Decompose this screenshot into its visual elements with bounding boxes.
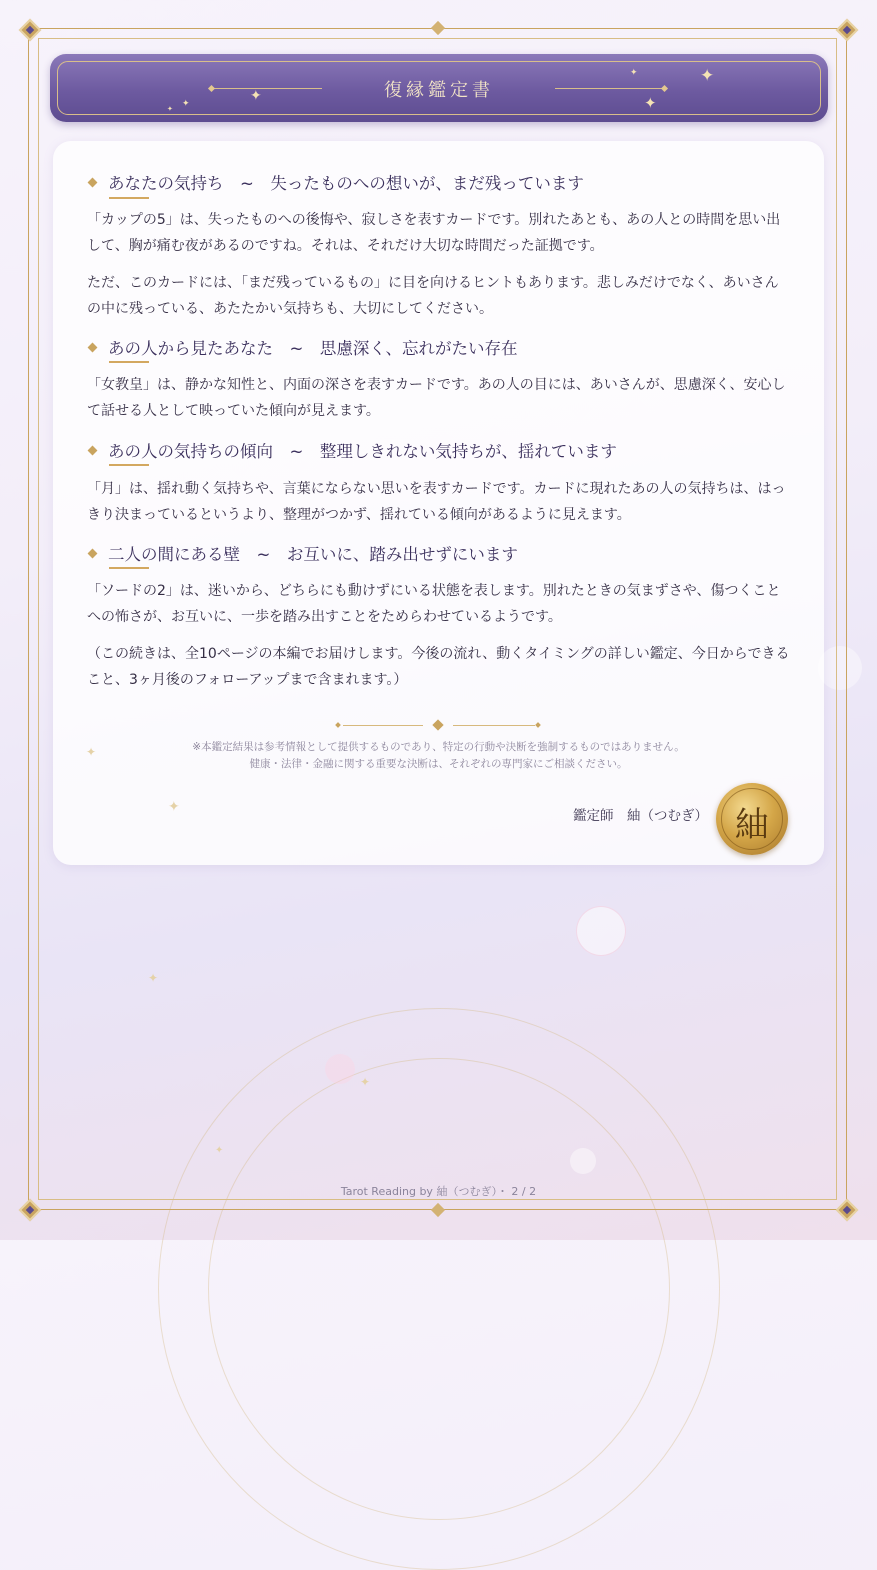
title-banner bbox=[50, 54, 828, 122]
sparkle-icon: ✦ bbox=[644, 94, 657, 112]
sparkle-icon: ✦ bbox=[630, 68, 638, 78]
reader-signature: 鑑定師 紬（つむぎ） bbox=[573, 808, 708, 824]
sparkle-icon: ✦ bbox=[215, 1145, 224, 1156]
section-paragraph: 「女教皇」は、静かな知性と、内面の深さを表すカードです。あの人の目には、あいさんが、思慮深く、安心して話せる人として映っていた傾向が見えます。 bbox=[87, 377, 786, 419]
heading-underline bbox=[109, 567, 149, 569]
page-title: 復縁鑑定書 bbox=[384, 80, 494, 101]
section-paragraph: 「カップの5」は、失ったものへの後悔や、寂しさを表すカードです。別れたあとも、あの人との時間を思い出して、胸が痛む夜があるのですね。それは、それだけ大切な時間だった証拠です。 bbox=[87, 212, 781, 254]
diamond-bullet-icon bbox=[88, 446, 98, 456]
heading-underline bbox=[109, 464, 149, 466]
sparkle-icon: ✦ bbox=[86, 745, 97, 759]
sparkle-icon: ✦ bbox=[700, 66, 715, 86]
section-paragraph: 「月」は、揺れ動く気持ちや、言葉にならない思いを表すカードです。カードに現れたあの人の気持ちは、はっきり決まっているというより、整理がつかず、揺れている傾向があるように見えます。 bbox=[87, 481, 786, 523]
section-heading: あなたの気持ち ~ 失ったものへの想いが、まだ残っています bbox=[89, 170, 584, 194]
separator-diamond-icon bbox=[432, 719, 443, 730]
section-heading: あの人の気持ちの傾向 ~ 整理しきれない気持ちが、揺れています bbox=[89, 438, 617, 462]
separator-rule-left bbox=[343, 725, 423, 726]
sparkle-icon: ✦ bbox=[250, 88, 262, 104]
disclaimer-line: 健康・法律・金融に関する重要な決断は、それぞれの専門家にご相談ください。 bbox=[249, 758, 628, 770]
separator-rule-right bbox=[453, 725, 535, 726]
sparkle-icon: ✦ bbox=[182, 99, 190, 109]
seal-character: 紬 bbox=[735, 805, 769, 845]
section-paragraph: ただ、このカードには、「まだ残っているもの」に目を向けるヒントもあります。悲しみだけでなく、あいさんの中に残っている、あたたかい気持ちも、大切にしてください。 bbox=[87, 275, 779, 317]
diamond-bullet-icon bbox=[88, 178, 98, 188]
heading-underline bbox=[109, 197, 149, 199]
sparkle-icon: ✦ bbox=[360, 1075, 371, 1089]
continuation-note: （この続きは、全10ページの本編でお届けします。今後の流れ、動くタイミングの詳しい鑑定、今日からできること、3ヶ月後のフォローアップまで含まれます。） bbox=[87, 646, 790, 688]
sparkle-icon: ✦ bbox=[148, 971, 159, 985]
section-heading: 二人の間にある壁 ~ お互いに、踏み出せずにいます bbox=[89, 541, 518, 565]
separator-dot-icon bbox=[535, 722, 541, 728]
separator-dot-icon bbox=[335, 722, 341, 728]
page-footer: Tarot Reading by 紬（つむぎ）・ 2 / 2 bbox=[340, 1185, 537, 1198]
seal-icon bbox=[716, 783, 788, 855]
reading-card bbox=[53, 141, 824, 865]
section-paragraph: 「ソードの2」は、迷いから、どちらにも動けずにいる状態を表します。別れたときの気まずさや、傷つくことへの怖さが、お互いに、一歩を踏み出すことをためらわせているようです。 bbox=[87, 583, 781, 625]
diamond-bullet-icon bbox=[88, 549, 98, 559]
sparkle-icon: ✦ bbox=[167, 105, 173, 113]
disclaimer bbox=[53, 739, 824, 773]
diamond-bullet-icon bbox=[88, 343, 98, 353]
sparkle-icon: ✦ bbox=[168, 799, 180, 815]
disclaimer-line: ※本鑑定結果は参考情報として提供するものであり、特定の行動や決断を強制するものではありません。 bbox=[192, 741, 685, 753]
heading-underline bbox=[109, 361, 149, 363]
section-heading: あの人から見たあなた ~ 思慮深く、忘れがたい存在 bbox=[89, 335, 518, 359]
